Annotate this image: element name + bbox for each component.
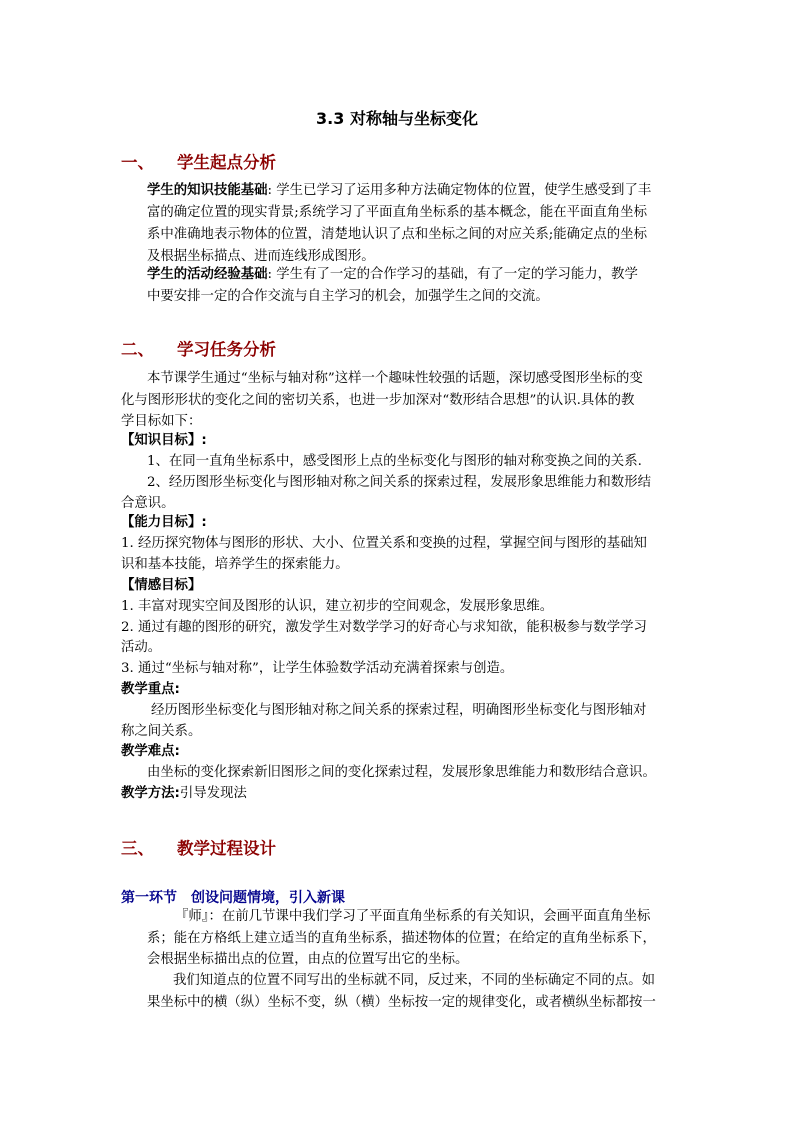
task-intro-line-2: 化与图形形状的变化之间的密切关系，也进一步加深对“数形结合思想”的认识.具体的教: [121, 393, 635, 408]
emotion-goal-1: 1. 丰富对现实空间及图形的认识，建立初步的空间观念，发展形象思维。: [121, 599, 554, 614]
process-line-5: 果坐标中的横（纵）坐标不变，纵（横）坐标按一定的规律变化，或者横纵坐标都按一: [147, 995, 656, 1010]
emotion-goal-2-cont: 活动。: [121, 640, 162, 655]
section-2-title: 学习任务分析: [177, 340, 276, 359]
activity-basis-line-2: 中要安排一定的合作交流与自主学习的机会，加强学生之间的交流。: [147, 289, 549, 304]
knowledge-basis-line-1: [147, 181, 651, 201]
method-value: 引导发现法: [179, 786, 247, 801]
subsection-number: 第一环节: [121, 890, 177, 906]
process-line-3: 会根据坐标描出点的位置，由点的位置写出它的坐标。: [147, 952, 469, 967]
knowledge-basis-label: 学生的知识技能基础: [147, 183, 268, 198]
activity-basis-line-1: [147, 265, 638, 285]
ability-goal-1-cont: 识和基本技能，培养学生的探索能力。: [121, 557, 349, 572]
task-intro-line-1: 本节课学生通过“坐标与轴对称”这样一个趣味性较强的话题，深切感受图形坐标的变: [147, 371, 643, 386]
activity-basis-label: 学生的活动经验基础: [147, 267, 268, 282]
knowledge-goal-2-cont: 合意识。: [121, 496, 175, 511]
knowledge-goal-2: 2、经历图形坐标变化与图形轴对称之间关系的探索过程，发展形象思维能力和数形结: [147, 475, 651, 490]
key-point-label: 教学重点:: [121, 682, 180, 697]
key-point-line-2: 称之间关系。: [121, 724, 202, 739]
process-line-4: 我们知道点的位置不同写出的坐标就不同，反过来，不同的坐标确定不同的点。如: [173, 973, 656, 988]
ability-goal-label: 【能力目标】:: [121, 515, 207, 530]
method-label: 教学方法:: [121, 786, 180, 801]
subsection-title: 创设问题情境，引入新课: [191, 890, 345, 906]
emotion-goal-2: 2. 通过有趣的图形的研究，激发学生对数学学习的好奇心与求知欲，能积极参与数学学习: [121, 620, 647, 635]
difficulty-label: 教学难点:: [121, 744, 180, 759]
section-1-number: 一、: [121, 153, 154, 172]
task-intro-line-3: 学目标如下：: [121, 414, 202, 429]
section-1-heading: [121, 149, 276, 173]
emotion-goal-3: 3. 通过“坐标与轴对称”，让学生体验数学活动充满着探索与创造。: [121, 661, 514, 676]
method-line: [121, 784, 247, 804]
section-2-number: 二、: [121, 340, 154, 359]
knowledge-goal-1: 1、在同一直角坐标系中，感受图形上点的坐标变化与图形的轴对称变换之间的关系.: [147, 454, 642, 469]
knowledge-goal-label: 【知识目标】:: [121, 433, 207, 448]
section-3-number: 三、: [121, 839, 154, 858]
activity-basis-text: : 学生有了一定的合作学习的基础，有了一定的学习能力，教学: [267, 267, 638, 282]
difficulty-line-1: 由坐标的变化探索新旧图形之间的变化探索过程，发展形象思维能力和数形结合意识。: [147, 765, 656, 780]
section-1-title: 学生起点分析: [177, 153, 276, 172]
knowledge-basis-text: : 学生已学习了运用多种方法确定物体的位置，使学生感受到了丰: [267, 183, 652, 198]
emotion-goal-label: 【情感目标】: [121, 578, 202, 593]
subsection-heading: [121, 887, 345, 907]
knowledge-basis-line-2: 富的确定位置的现实背景;系统学习了平面直角坐标系的基本概念，能在平面直角坐标: [147, 205, 647, 220]
ability-goal-1: 1. 经历探究物体与图形的形状、大小、位置关系和变换的过程，掌握空间与图形的基础知: [121, 536, 647, 551]
process-line-2: 系；能在方格纸上建立适当的直角坐标系，描述物体的位置；在给定的直角坐标系下，: [147, 931, 656, 946]
section-3-title: 教学过程设计: [177, 839, 276, 858]
page-title: 3.3 对称轴与坐标变化: [316, 109, 478, 128]
process-line-1: 『师』：在前几节课中我们学习了平面直角坐标系的有关知识，会画平面直角坐标: [175, 909, 651, 924]
section-2-heading: [121, 336, 276, 360]
knowledge-basis-line-4: 及根据坐标描点、进而连线形成图形。: [147, 249, 375, 264]
knowledge-basis-line-3: 系中准确地表示物体的位置，清楚地认识了点和坐标之间的对应关系;能确定点的坐标: [147, 227, 647, 242]
key-point-line-1: 经历图形坐标变化与图形轴对称之间关系的探索过程，明确图形坐标变化与图形轴对: [151, 703, 647, 718]
section-3-heading: [121, 835, 276, 859]
